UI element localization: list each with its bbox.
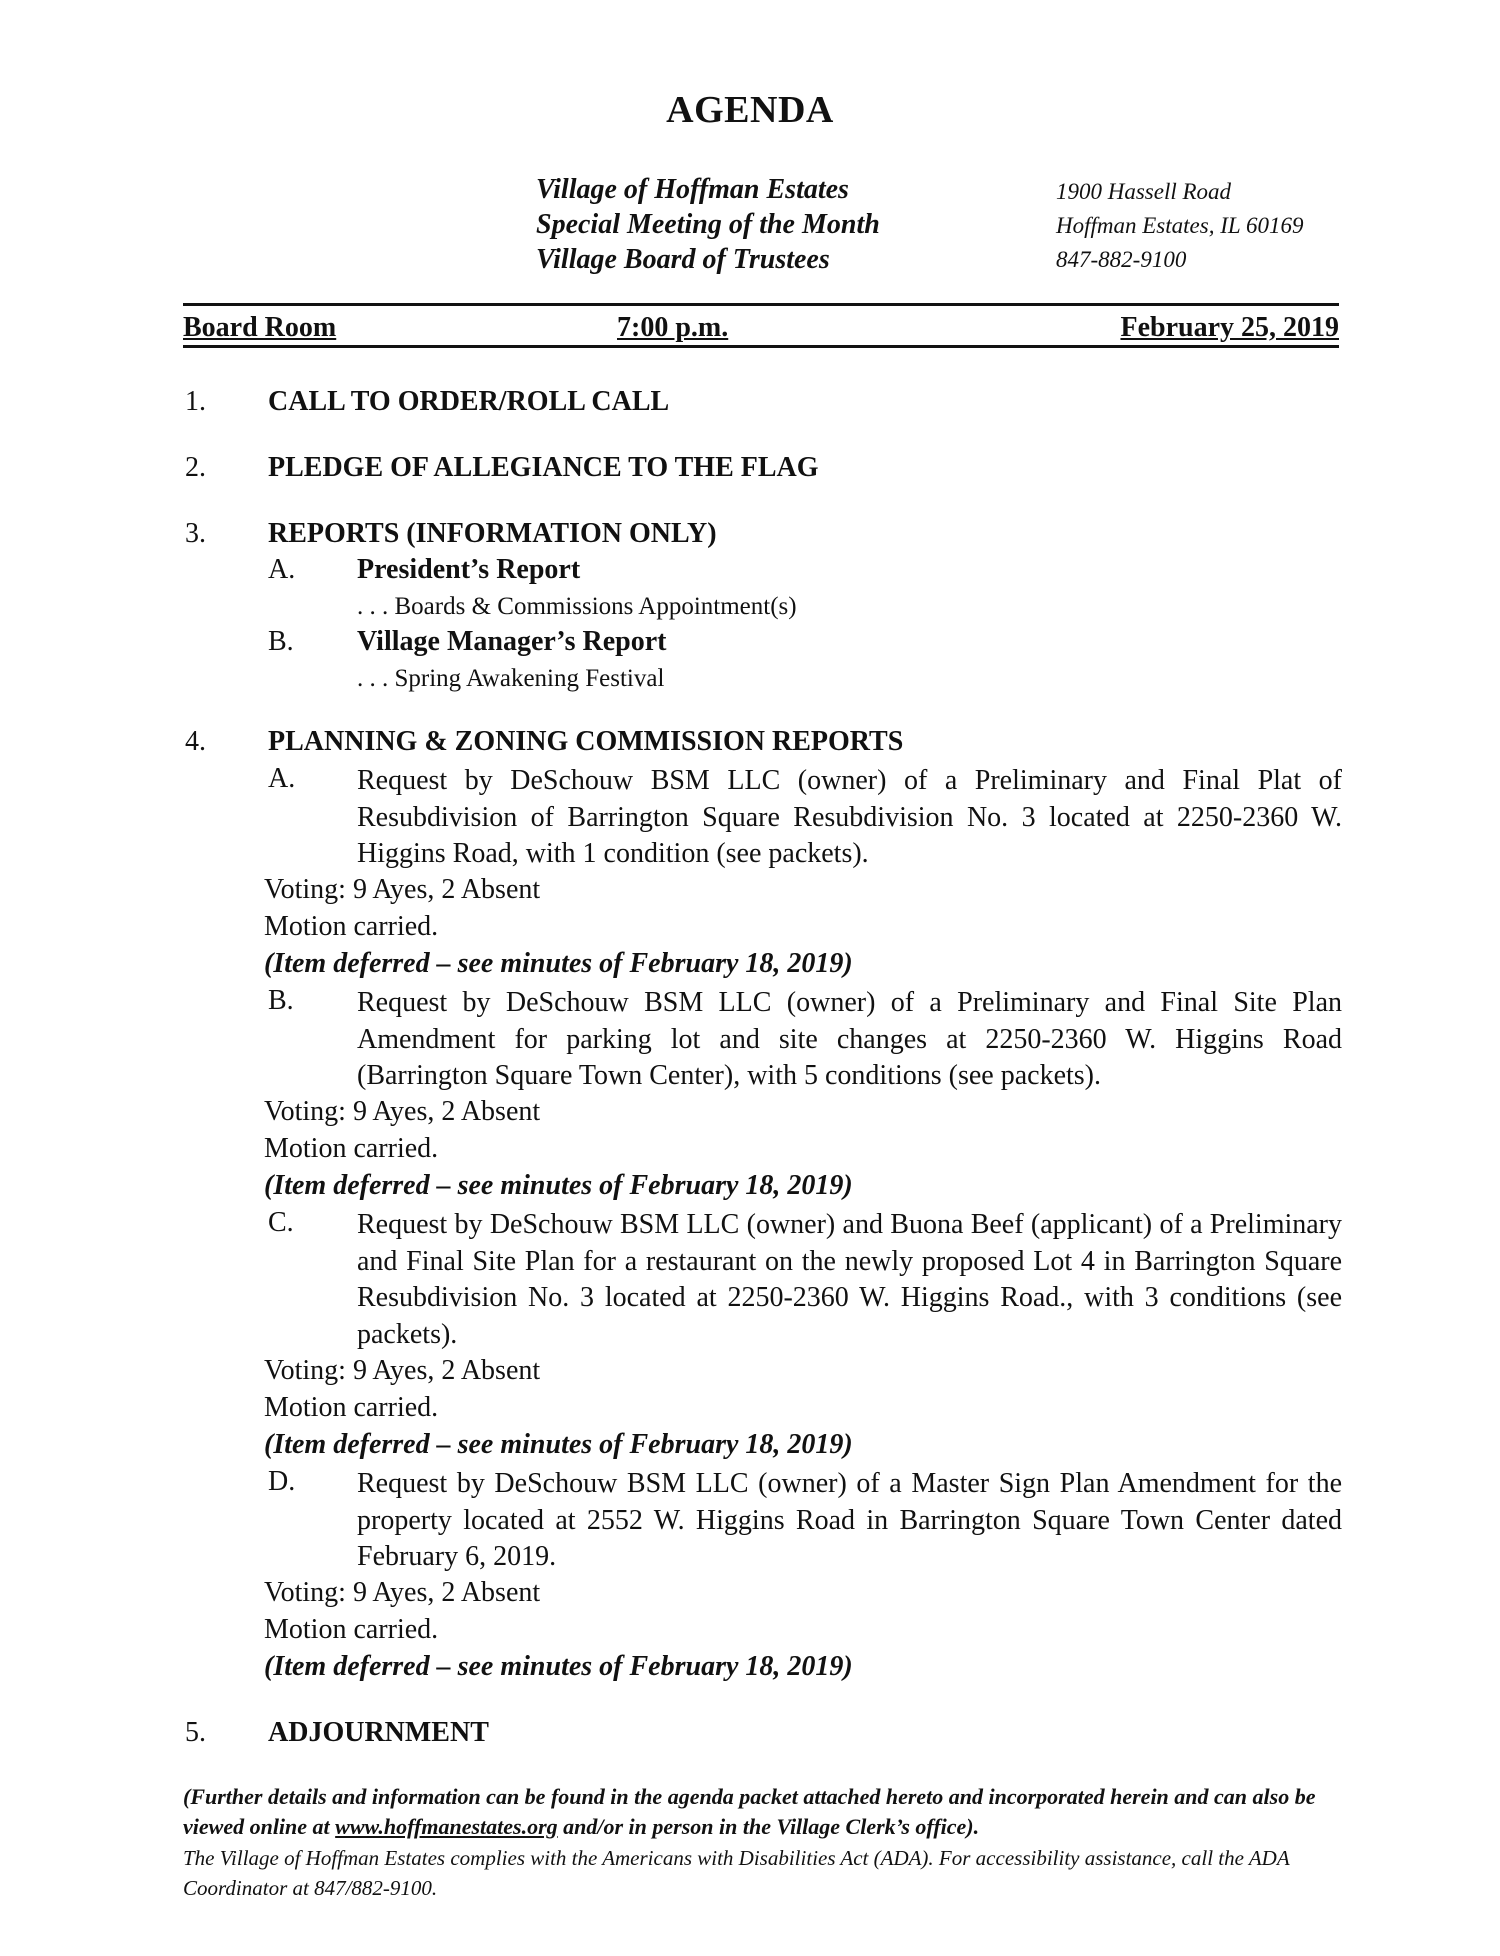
footer-details-text: (Further details and information can be found in the agenda packet attached hereto and incorporated herein and can also be viewed online at	[183, 1784, 1316, 1839]
footer-details-text-end: and/or in person in the Village Clerk’s office).	[557, 1814, 980, 1839]
subitem-letter: B.	[268, 626, 294, 657]
street-address: 1900 Hassell Road	[1056, 179, 1232, 204]
subitem-letter: A.	[268, 763, 296, 794]
motion-result: Motion carried.	[264, 1392, 439, 1423]
meeting-location: Board Room	[183, 312, 337, 343]
voting-result: Voting: 9 Ayes, 2 Absent	[264, 874, 541, 905]
subitem-text-4d: Request by DeSchouw BSM LLC (owner) of a Master Sign Plan Amendment for the property located at 2552 W. Higgins Road in Barrington Square Town Center dated February 6, 2019.	[357, 1468, 1342, 1572]
subitem-text-4c: Request by DeSchouw BSM LLC (owner) and Buona Beef (applicant) of a Preliminary and Final Site Plan for a restaurant on the newly proposed Lot 4 in Barrington Square Resubdivision No. 3 located at 2250-2360 W. Higgins Road., with 3 conditions (see packets).	[357, 1209, 1342, 1350]
org-name: Village of Hoffman Estates	[536, 174, 849, 205]
subitem-letter: D.	[268, 1466, 296, 1497]
motion-result: Motion carried.	[264, 911, 439, 942]
deferred-status: (Item deferred – see minutes of February 18, 2019)	[264, 948, 853, 979]
subitem-letter: B.	[268, 985, 294, 1016]
deferred-status: (Item deferred – see minutes of February 18, 2019)	[264, 1429, 853, 1460]
subitem-text-4b: Request by DeSchouw BSM LLC (owner) of a Preliminary and Final Site Plan Amendment for parking lot and site changes at 2250-2360 W. Higgins Road (Barrington Square Town Center), with 5 conditions (see packets).	[357, 987, 1342, 1091]
item-title-reports: REPORTS (INFORMATION ONLY)	[268, 518, 717, 549]
item-title-adjournment: ADJOURNMENT	[268, 1717, 489, 1748]
address-block	[1056, 175, 1303, 277]
presidents-report-note: . . . Boards & Commissions Appointment(s)	[357, 593, 797, 620]
village-managers-report-note: . . . Spring Awakening Festival	[357, 665, 665, 692]
phone-number: 847-882-9100	[1056, 247, 1187, 272]
bottom-divider	[183, 345, 1339, 348]
item-number: 1.	[185, 386, 206, 417]
item-number: 3.	[185, 518, 206, 549]
item-number: 2.	[185, 452, 206, 483]
subitem-letter: A.	[268, 554, 296, 585]
voting-result: Voting: 9 Ayes, 2 Absent	[264, 1355, 541, 1386]
voting-result: Voting: 9 Ayes, 2 Absent	[264, 1096, 541, 1127]
meeting-date: February 25, 2019	[1120, 312, 1339, 343]
subitem-letter: C.	[268, 1207, 294, 1238]
city-state-zip: Hoffman Estates, IL 60169	[1056, 213, 1304, 238]
agenda-title: AGENDA	[666, 89, 834, 131]
motion-result: Motion carried.	[264, 1614, 439, 1645]
motion-result: Motion carried.	[264, 1133, 439, 1164]
voting-result: Voting: 9 Ayes, 2 Absent	[264, 1577, 541, 1608]
item-number: 4.	[185, 726, 206, 757]
presidents-report: President’s Report	[357, 554, 581, 585]
meeting-type: Special Meeting of the Month	[536, 209, 880, 240]
item-title-planning-zoning: PLANNING & ZONING COMMISSION REPORTS	[268, 726, 904, 757]
meeting-time: 7:00 p.m.	[617, 312, 729, 343]
item-number: 5.	[185, 1717, 206, 1748]
board-name: Village Board of Trustees	[536, 244, 830, 275]
subitem-text-4a: Request by DeSchouw BSM LLC (owner) of a Preliminary and Final Plat of Resubdivision of Barrington Square Resubdivision No. 3 located at 2250-2360 W. Higgins Road, with 1 condition (see packets).	[357, 765, 1342, 869]
village-managers-report: Village Manager’s Report	[357, 626, 667, 657]
top-divider	[183, 303, 1339, 306]
footer-details	[183, 1782, 1343, 1842]
item-title-call-to-order: CALL TO ORDER/ROLL CALL	[268, 386, 670, 417]
ada-notice: The Village of Hoffman Estates complies with the Americans with Disabilities Act (ADA). For accessibility assistance, call the ADA Coordinator at 847/882-9100.	[183, 1846, 1290, 1900]
item-title-pledge: PLEDGE OF ALLEGIANCE TO THE FLAG	[268, 452, 819, 483]
organization-block	[536, 172, 880, 277]
website-link[interactable]: www.hoffmanestates.org	[335, 1814, 558, 1839]
deferred-status: (Item deferred – see minutes of February 18, 2019)	[264, 1651, 853, 1682]
deferred-status: (Item deferred – see minutes of February 18, 2019)	[264, 1170, 853, 1201]
